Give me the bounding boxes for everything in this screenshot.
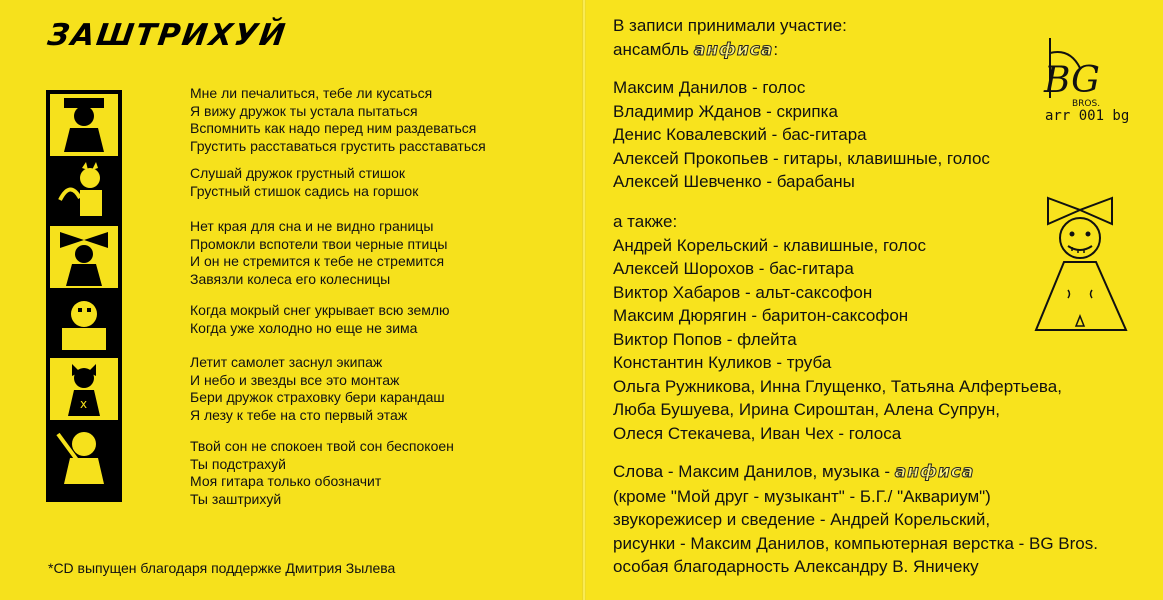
lyrics-stanza [190, 354, 445, 424]
guest-line: Алексей Шорохов - бас-гитара [613, 259, 854, 278]
lyrics-stanza [190, 302, 450, 337]
lyric-line: Грустный стишок садись на горшок [190, 182, 419, 199]
lyric-line: Когда мокрый снег укрывает всю землю [190, 302, 450, 318]
member-line: Алексей Шевченко - барабаны [613, 172, 855, 191]
guitar-figure-icon [50, 424, 118, 486]
closing-line: (кроме "Мой друг - музыкант" - Б.Г./ "Аквариум") [613, 486, 991, 506]
guest-line: Виктор Попов - флейта [613, 329, 797, 349]
also-label: а также: [613, 212, 678, 231]
illustration-strip [46, 90, 122, 502]
lyric-line: Когда уже холодно но еще не зима [190, 319, 418, 336]
guest-line: Олеся Стекачева, Иван Чех - голоса [613, 423, 902, 443]
logo-sub: BROS. [1072, 99, 1101, 109]
lyric-line: Грустить расставаться грустить расставаться [190, 137, 486, 154]
girl-figure-icon [50, 94, 118, 156]
member-line: Максим Данилов - голос [613, 78, 806, 97]
words-prefix: Слова - Максим Данилов, музыка - [613, 462, 891, 481]
lyric-line: И он не стремится к тебе не стремится [190, 253, 445, 269]
ensemble-suffix: : [773, 39, 779, 59]
closing-line: звукорежисер и сведение - Андрей Корельский, [613, 510, 991, 529]
ensemble-line [613, 38, 847, 63]
lyric-line: Вспомнить как надо перед ним раздеваться [190, 120, 477, 136]
lyric-line: Промокли вспотели твои черные птицы [190, 235, 448, 252]
lyrics-stanza [190, 218, 447, 288]
guest-line: Ольга Ружникова, Инна Глущенко, Татьяна Алфертьева, [613, 376, 1062, 396]
girl-doodle-icon [1030, 190, 1140, 340]
member-line: Алексей Прокопьев - гитары, клавишные, голос [613, 148, 990, 168]
logo-main: BG [1044, 60, 1100, 101]
lyric-line: Бери дружок страховку бери карандаш [190, 389, 445, 405]
footnote: *CD выпущен благодаря поддержке Дмитрия Зылева [48, 560, 396, 576]
closing-line: рисунки - Максим Данилов, компьютерная верстка - BG Bros. [613, 533, 1098, 553]
lyric-line: Ты подстрахуй [190, 455, 286, 472]
member-line: Денис Ковалевский - бас-гитара [613, 125, 867, 144]
lyric-line: Я вижу дружок ты устала пытаться [190, 102, 418, 119]
lyrics-stanza [190, 165, 418, 200]
lyric-line: Слушай дружок грустный стишок [190, 165, 405, 181]
band-name-words: анфиса [894, 462, 975, 482]
bow-figure-icon [50, 226, 118, 288]
lyric-line: Твой сон не спокоен твой сон беспокоен [190, 438, 454, 454]
member-line: Владимир Жданов - скрипка [613, 101, 838, 121]
guest-line: Максим Дюрягин - баритон-саксофон [613, 306, 909, 325]
lyric-line: Ты заштрихуй [190, 490, 282, 507]
closing-credits [613, 460, 1098, 579]
lyric-line: Я лезу к тебе на сто первый этаж [190, 406, 408, 423]
lyric-line: И небо и звезды все это монтаж [190, 371, 400, 388]
credits-intro [613, 14, 847, 62]
crying-figure-icon [50, 292, 118, 354]
guest-line: Виктор Хабаров - альт-саксофон [613, 282, 873, 302]
guest-line: Люба Бушуева, Ирина Сироштан, Алена Супрун, [613, 400, 1000, 419]
words-line [613, 460, 1098, 485]
ensemble-prefix: ансамбль [613, 39, 690, 59]
lyrics-stanza [190, 85, 486, 155]
credits-intro-line: В записи принимали участие: [613, 16, 847, 35]
guest-line: Константин Куликов - труба [613, 353, 832, 372]
song-title: ЗАШТРИХУЙ [45, 18, 289, 53]
catalog-number: arr 001 bg [1045, 108, 1130, 124]
closing-line: особая благодарность Александру В. Яничеку [613, 557, 979, 576]
band-name: анфиса [693, 39, 774, 60]
lyric-line: Моя гитара только обозначит [190, 473, 382, 489]
fold-crease [582, 0, 586, 600]
members-list [613, 76, 990, 194]
guests-list [613, 210, 1062, 445]
lyrics-stanza [190, 438, 454, 508]
cat-figure-icon [50, 160, 118, 222]
lyric-line: Завязли колеса его колесницы [190, 270, 391, 287]
lyric-line: Мне ли печалиться, тебе ли кусаться [190, 85, 433, 101]
cat-doll-icon [50, 358, 118, 420]
lyric-line: Летит самолет заснул экипаж [190, 354, 383, 370]
guest-line: Андрей Корельский - клавишные, голос [613, 235, 926, 255]
lyric-line: Нет края для сна и не видно границы [190, 218, 434, 234]
svg-text:x: x [80, 397, 88, 411]
